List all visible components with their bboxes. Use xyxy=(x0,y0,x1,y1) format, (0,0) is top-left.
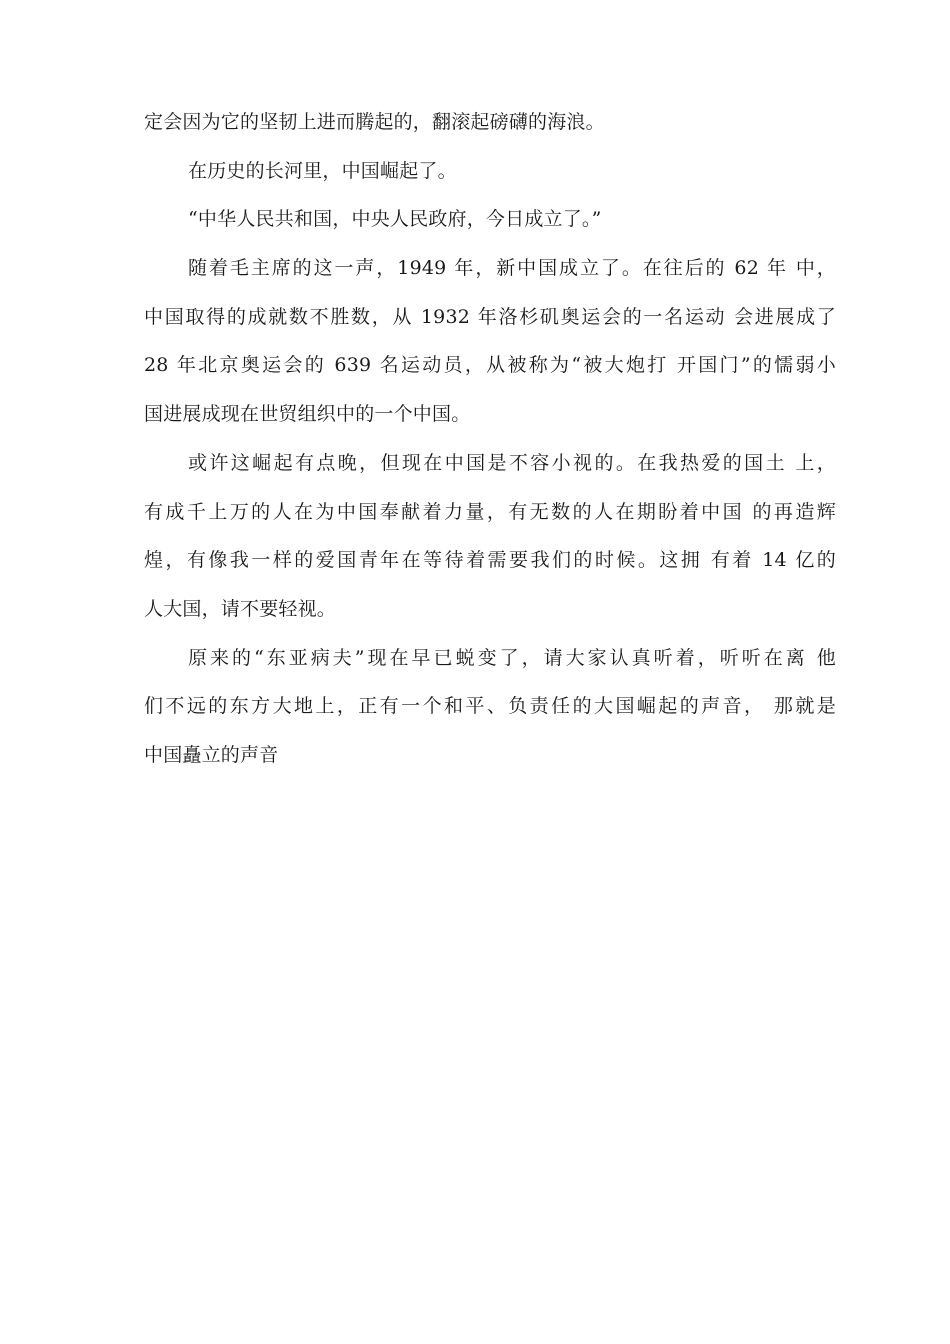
text-line: 煌，有像我一样的爱国青年在等待着需要我们的时候。这拥 有着 14 亿的 xyxy=(144,549,836,572)
text-line: 或许这崛起有点晚，但现在中国是不容小视的。在我热爱的国土 上， xyxy=(188,451,836,474)
text-line: 中国取得的成就数不胜数，从 1932 年洛杉矶奥运会的一名运动 会进展成了 xyxy=(144,305,836,328)
text-line: 中国矗立的声音 xyxy=(144,743,279,766)
text-line: 随着毛主席的这一声，1949 年，新中国成立了。在往后的 62 年 中， xyxy=(188,257,836,280)
text-line: 们不远的东方大地上，正有一个和平、负责任的大国崛起的声音， 那就是 xyxy=(144,695,836,718)
text-line: 国进展成现在世贸组织中的一个中国。 xyxy=(144,403,471,426)
text-line: 原来的“东亚病夫”现在早已蜕变了，请大家认真听着，听听在离 他 xyxy=(188,646,836,669)
text-line: 人大国，请不要轻视。 xyxy=(144,597,337,620)
document-body xyxy=(144,98,836,780)
text-line: 28 年北京奥运会的 639 名运动员，从被称为“被大炮打 开国门”的懦弱小 xyxy=(144,354,836,377)
text-line: 有成千上万的人在为中国奉献着力量，有无数的人在期盼着中国 的再造辉 xyxy=(144,500,836,523)
text-line: “中华人民共和国，中央人民政府，今日成立了。” xyxy=(188,208,602,231)
text-line: 在历史的长河里，中国崛起了。 xyxy=(188,159,457,182)
text-line: 定会因为它的坚韧上进而腾起的，翻滚起磅礴的海浪。 xyxy=(144,111,605,133)
